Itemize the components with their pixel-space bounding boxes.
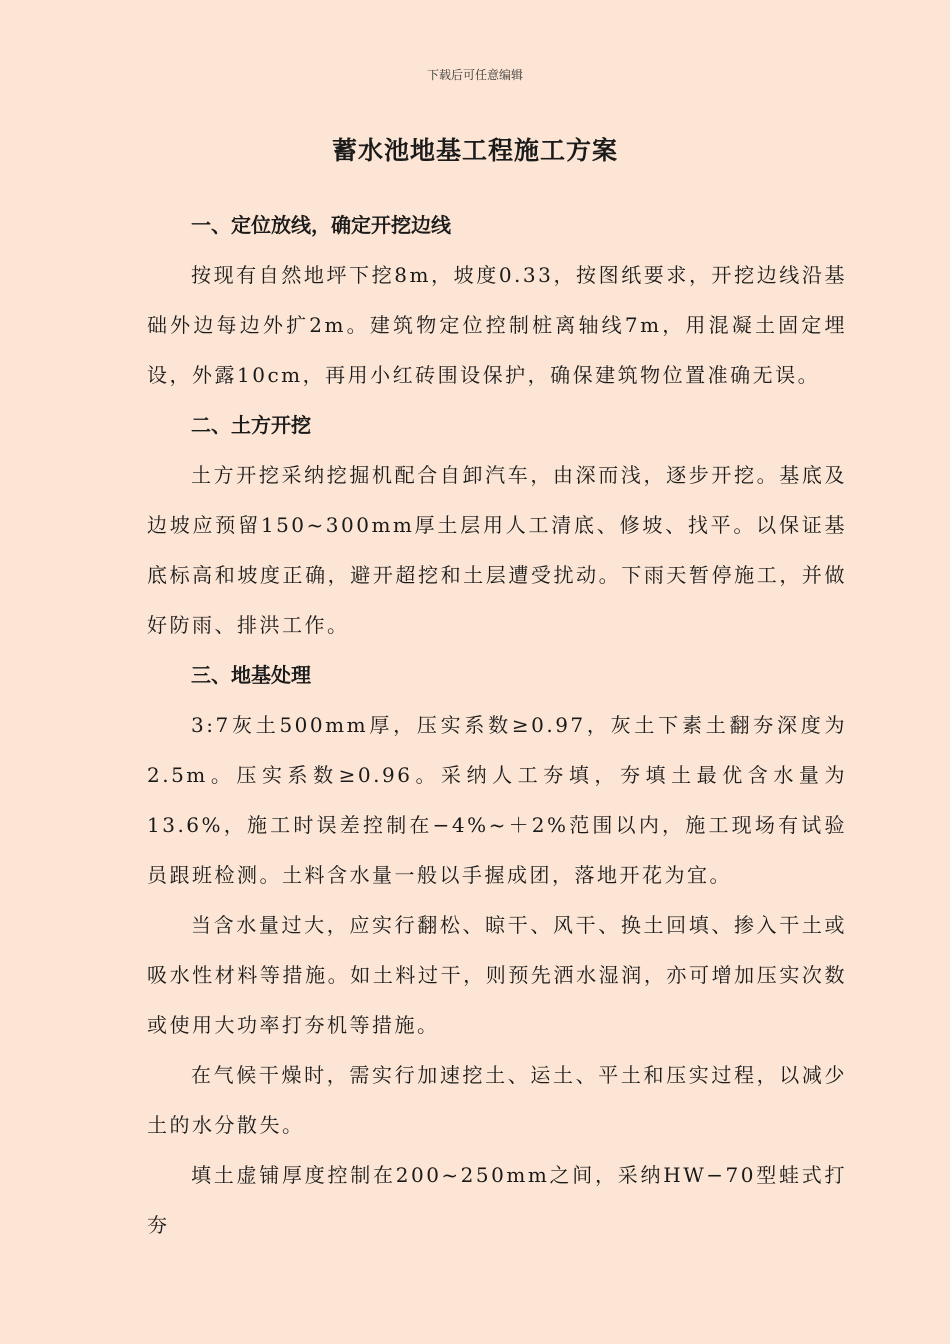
- document-title: 蓄水池地基工程施工方案: [331, 136, 618, 165]
- section-heading: 三、地基处理: [191, 663, 311, 687]
- section-heading: 二、土方开挖: [191, 413, 311, 437]
- paragraph: 当含水量过大，应实行翻松、晾干、风干、换土回填、掺入干土或吸水性材料等措施。如土料过干，则预先洒水湿润，亦可增加压实次数或使用大功率打夯机等措施。: [147, 913, 847, 1037]
- paragraph: 土方开挖采纳挖掘机配合自卸汽车，由深而浅，逐步开挖。基底及边坡应预留150~300mm厚土层用人工清底、修坡、找平。以保证基底标高和坡度正确，避开超挖和土层遭受扰动。下雨天暂停施工，并做好防雨、排洪工作。: [147, 463, 847, 637]
- paragraph: 在气候干燥时，需实行加速挖土、运土、平土和压实过程，以减少土的水分散失。: [147, 1063, 847, 1137]
- section-positioning: [147, 200, 847, 400]
- document-body: [147, 200, 847, 1250]
- header-note: 下载后可任意编辑: [426, 68, 523, 82]
- paragraph: 3:7灰土500mm厚，压实系数≥0.97，灰土下素土翻夯深度为2.5m。压实系数≥0.96。采纳人工夯填，夯填土最优含水量为13.6%，施工时误差控制在−4%~＋2%范围以内，施工现场有试验员跟班检测。土料含水量一般以手握成团，落地开花为宜。: [147, 713, 847, 887]
- paragraph: 填土虚铺厚度控制在200~250mm之间，采纳HW−70型蛙式打夯: [147, 1163, 847, 1237]
- section-excavation: [147, 400, 847, 650]
- section-foundation-treatment: [147, 650, 847, 1250]
- paragraph: 按现有自然地坪下挖8m，坡度0.33，按图纸要求，开挖边线沿基础外边每边外扩2m。建筑物定位控制桩离轴线7m，用混凝土固定埋设，外露10cm，再用小红砖围设保护，确保建筑物位置准确无误。: [147, 263, 847, 387]
- section-heading: 一、定位放线，确定开挖边线: [191, 213, 451, 237]
